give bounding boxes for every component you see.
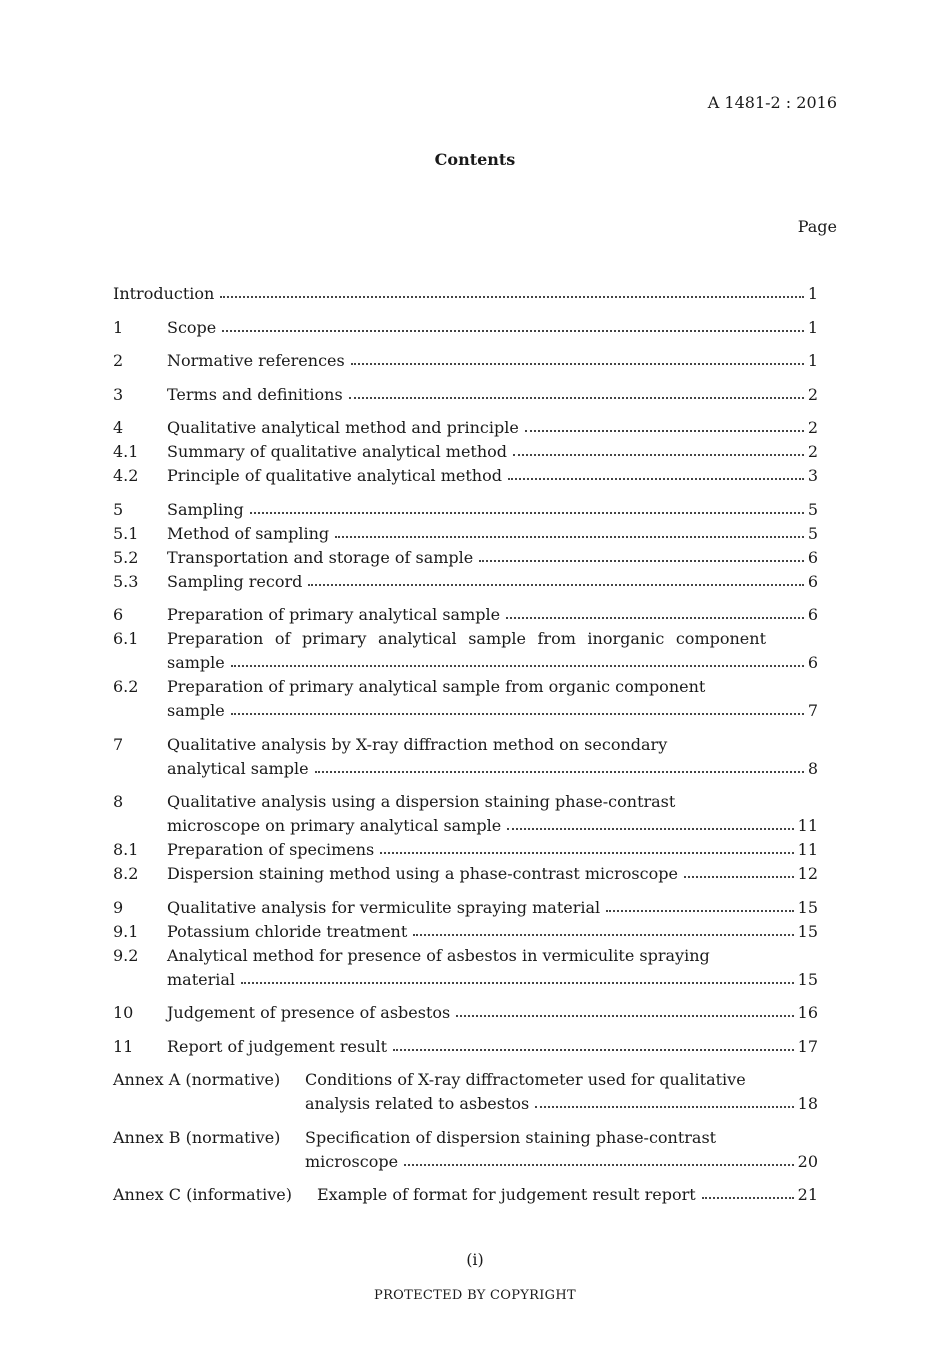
toc-entry-5-3[interactable] <box>113 570 818 594</box>
toc-entry-page: 5 <box>807 499 818 519</box>
toc-entry-page: 20 <box>797 1151 818 1171</box>
toc-entry-page: 11 <box>797 816 818 835</box>
toc-entry-number: 4.2 <box>113 466 139 485</box>
dot-leader <box>404 1164 794 1166</box>
dot-leader <box>506 617 804 619</box>
dot-leader <box>220 296 803 298</box>
toc-entry-number: 5.2 <box>113 547 139 567</box>
title-word: primary <box>302 629 367 648</box>
dot-leader <box>241 982 794 984</box>
toc-entry-title: Analytical method for presence of asbestos in vermiculite spraying <box>167 945 710 965</box>
title-word: analytical <box>377 629 457 648</box>
title-word: sample <box>468 629 526 648</box>
toc-entry-number: 9 <box>113 897 124 917</box>
dot-leader <box>525 430 804 432</box>
title-word: from <box>537 629 576 648</box>
toc-entry-7[interactable] <box>113 733 818 757</box>
toc-entry-title: Method of sampling <box>167 523 330 543</box>
dot-leader <box>393 1049 794 1051</box>
dot-leader <box>508 478 804 480</box>
dot-leader <box>335 536 804 538</box>
toc-entry-9[interactable] <box>113 896 818 920</box>
copyright-notice: PROTECTED BY COPYRIGHT <box>374 1288 576 1303</box>
toc-entry-8[interactable] <box>113 790 818 814</box>
toc-entry-annex-c[interactable] <box>113 1183 818 1207</box>
toc-entry-page: 6 <box>807 571 818 591</box>
toc-entry-title: Principle of qualitative analytical method <box>167 466 502 485</box>
toc-entry-page: 16 <box>797 1003 818 1022</box>
toc-entry-page: 6 <box>807 653 818 672</box>
dot-leader <box>413 934 793 936</box>
dot-leader <box>349 397 804 399</box>
toc-entry-page: 1 <box>807 351 818 370</box>
toc-entry-page: 5 <box>807 523 818 543</box>
toc-entry-number: 4.1 <box>113 442 139 461</box>
toc-entry-5-1[interactable] <box>113 522 818 546</box>
toc-entry-9-1[interactable] <box>113 920 818 944</box>
toc-entry-number: 11 <box>113 1036 134 1056</box>
toc-entry-annex-a[interactable] <box>113 1068 818 1092</box>
annex-label: Annex A (normative) <box>113 1070 281 1089</box>
dot-leader <box>702 1197 794 1199</box>
toc-entry-title: Qualitative analysis for vermiculite spraying material <box>167 897 601 917</box>
toc-entry-9-2[interactable] <box>113 944 818 968</box>
toc-entry-number: 8.2 <box>113 864 139 883</box>
table-of-contents <box>113 282 818 1207</box>
dot-leader <box>308 584 803 586</box>
dot-leader <box>315 771 804 773</box>
dot-leader <box>535 1106 793 1108</box>
toc-entry-1[interactable] <box>113 316 818 340</box>
annex-label: Annex C (informative) <box>113 1185 292 1204</box>
toc-entry-title-continued: microscope <box>305 1151 399 1171</box>
toc-entry-4-2[interactable] <box>113 464 818 488</box>
toc-entry-page: 2 <box>807 384 818 404</box>
toc-entry-title: Summary of qualitative analytical method <box>167 442 508 461</box>
toc-entry-title: Sampling <box>167 499 244 519</box>
toc-entry-title-continued: analytical sample <box>167 758 309 778</box>
toc-entry-8-1[interactable] <box>113 838 818 862</box>
toc-entry-title: Preparation of primary analytical sample <box>167 605 501 624</box>
toc-entry-3[interactable] <box>113 383 818 407</box>
toc-entry-page: 18 <box>797 1094 818 1113</box>
toc-entry-title: Sampling record <box>167 571 303 591</box>
page-number: (i) <box>466 1250 484 1269</box>
dot-leader <box>507 828 793 830</box>
toc-entry-page: 7 <box>807 701 818 720</box>
toc-entry-annex-a-cont[interactable] <box>113 1092 818 1116</box>
toc-entry-title-continued: material <box>167 969 236 989</box>
toc-entry-title-continued: sample <box>167 653 225 672</box>
toc-entry-title: Qualitative analysis by X-ray diffraction method on secondary <box>167 734 668 754</box>
toc-entry-number: 1 <box>113 317 124 337</box>
toc-entry-title: Scope <box>167 317 217 337</box>
toc-entry-page: 17 <box>797 1036 818 1056</box>
page-column-label: Page <box>797 217 837 236</box>
toc-entry-title-continued: sample <box>167 701 225 720</box>
toc-entry-5-2[interactable] <box>113 546 818 570</box>
toc-entry-8-cont[interactable] <box>113 814 818 838</box>
toc-entry-page: 1 <box>807 317 818 337</box>
toc-entry-title: Qualitative analytical method and principle <box>167 418 519 437</box>
dot-leader <box>250 512 804 514</box>
toc-entry-number: 9.1 <box>113 921 139 941</box>
toc-entry-4-1[interactable] <box>113 440 818 464</box>
toc-entry-number: 5 <box>113 499 124 519</box>
toc-entry-page: 15 <box>797 969 818 989</box>
title-word: Preparation <box>167 629 264 648</box>
toc-entry-title: Example of format for judgement result report <box>317 1185 696 1204</box>
toc-entry-title: Normative references <box>167 351 345 370</box>
dot-leader <box>606 910 793 912</box>
toc-entry-page: 11 <box>797 840 818 859</box>
toc-entry-9-2-cont[interactable] <box>113 968 818 992</box>
toc-entry-7-cont[interactable] <box>113 757 818 781</box>
dot-leader <box>222 330 804 332</box>
title-word: inorganic <box>587 629 665 648</box>
toc-entry-title-continued: analysis related to asbestos <box>305 1094 530 1113</box>
dot-leader <box>684 876 794 878</box>
toc-entry-number: 5.1 <box>113 523 139 543</box>
toc-entry-number: 10 <box>113 1003 134 1022</box>
dot-leader <box>380 852 793 854</box>
toc-entry-annex-b-cont[interactable] <box>113 1150 818 1174</box>
toc-entry-page: 3 <box>807 466 818 485</box>
toc-entry-title: Preparation of specimens <box>167 840 375 859</box>
toc-entry-page: 1 <box>807 284 818 303</box>
toc-entry-number: 8.1 <box>113 840 139 859</box>
toc-entry-6-2[interactable] <box>113 675 818 699</box>
toc-entry-number: 6 <box>113 605 124 624</box>
toc-entry-page: 21 <box>797 1185 818 1204</box>
toc-entry-title: Qualitative analysis using a dispersion staining phase-contrast <box>167 792 676 811</box>
toc-entry-page: 8 <box>807 758 818 778</box>
toc-entry-introduction[interactable] <box>113 282 818 306</box>
dot-leader <box>231 713 804 715</box>
toc-entry-page: 12 <box>797 864 818 883</box>
toc-entry-page: 2 <box>807 418 818 437</box>
toc-entry-title: Conditions of X-ray diffractometer used for qualitative <box>305 1070 746 1089</box>
toc-entry-page: 6 <box>807 547 818 567</box>
toc-entry-8-2[interactable] <box>113 862 818 886</box>
toc-entry-number: 8 <box>113 792 124 811</box>
dot-leader <box>351 363 804 365</box>
toc-entry-2[interactable] <box>113 349 818 373</box>
toc-entry-title-continued: microscope on primary analytical sample <box>167 816 502 835</box>
dot-leader <box>456 1015 793 1017</box>
document-id: A 1481-2 : 2016 <box>707 93 837 112</box>
toc-entry-page: 15 <box>797 897 818 917</box>
toc-entry-number: 2 <box>113 351 124 370</box>
toc-entry-title: Report of judgement result <box>167 1036 388 1056</box>
toc-entry-title: Judgement of presence of asbestos <box>167 1003 451 1022</box>
toc-entry-page: 15 <box>797 921 818 941</box>
toc-entry-title: Potassium chloride treatment <box>167 921 408 941</box>
toc-entry-title: Dispersion staining method using a phase-contrast microscope <box>167 864 678 883</box>
toc-entry-title: Terms and definitions <box>167 384 343 404</box>
page-title: Contents <box>434 150 516 169</box>
toc-entry-5[interactable] <box>113 498 818 522</box>
toc-entry-10[interactable] <box>113 1001 818 1025</box>
toc-entry-6[interactable] <box>113 603 818 627</box>
toc-entry-page: 6 <box>807 605 818 624</box>
toc-entry-6-1[interactable] <box>113 627 818 651</box>
toc-entry-number: 3 <box>113 384 124 404</box>
annex-label: Annex B (normative) <box>113 1127 281 1147</box>
dot-leader <box>231 665 804 667</box>
dot-leader <box>479 560 804 562</box>
toc-entry-number: 4 <box>113 418 124 437</box>
toc-entry-number: 6.1 <box>113 629 139 648</box>
toc-entry-title <box>167 627 766 651</box>
toc-entry-annex-b[interactable] <box>113 1126 818 1150</box>
title-word: of <box>274 629 291 648</box>
toc-entry-number: 7 <box>113 734 124 754</box>
toc-entry-6-1-cont[interactable] <box>113 651 818 675</box>
toc-entry-number: 6.2 <box>113 677 139 696</box>
toc-entry-title: Specification of dispersion staining phase-contrast <box>305 1127 717 1147</box>
dot-leader <box>513 454 804 456</box>
toc-entry-title: Introduction <box>113 284 215 303</box>
title-word: component <box>675 629 766 648</box>
toc-entry-number: 5.3 <box>113 571 139 591</box>
toc-entry-11[interactable] <box>113 1035 818 1059</box>
toc-entry-title: Transportation and storage of sample <box>167 547 474 567</box>
toc-entry-6-2-cont[interactable] <box>113 699 818 723</box>
toc-entry-4[interactable] <box>113 416 818 440</box>
toc-entry-page: 2 <box>807 442 818 461</box>
toc-entry-number: 9.2 <box>113 945 139 965</box>
toc-entry-title: Preparation of primary analytical sample from organic component <box>167 677 706 696</box>
